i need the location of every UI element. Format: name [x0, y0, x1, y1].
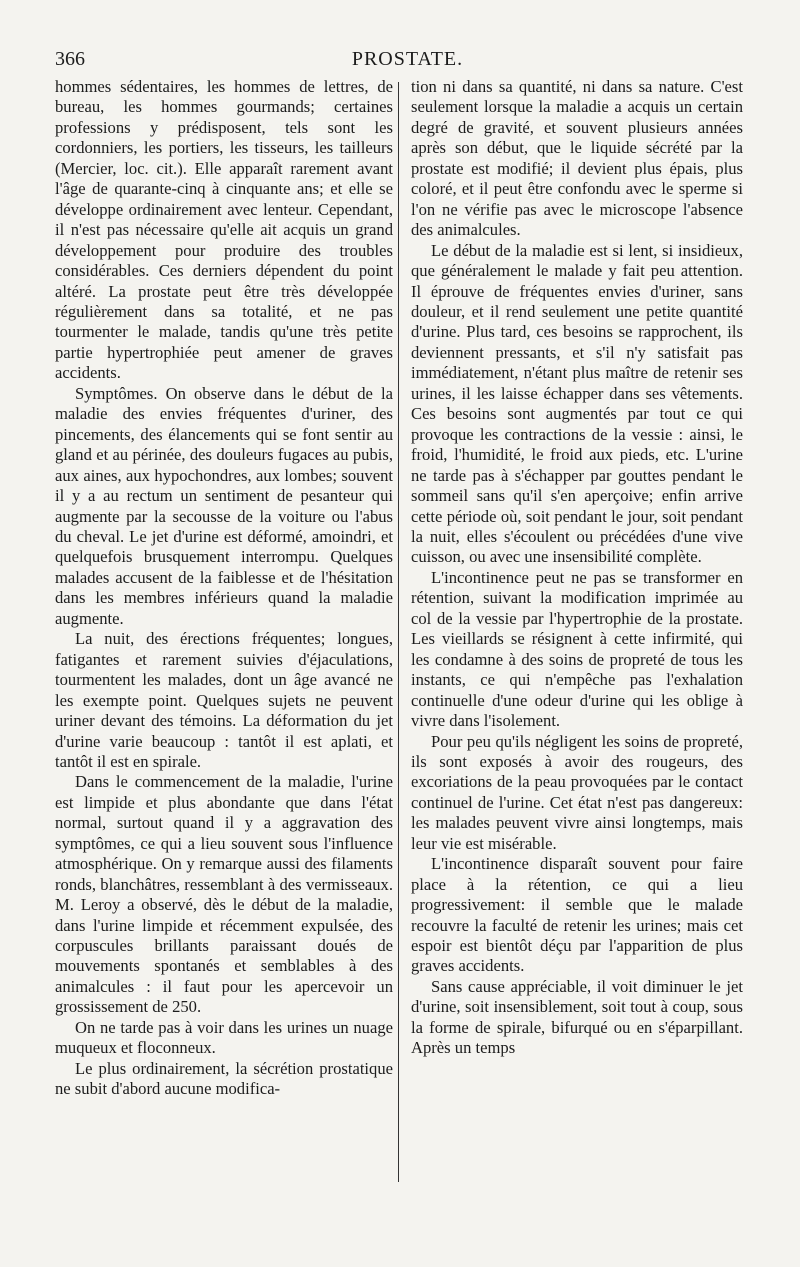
running-title: PROSTATE.	[351, 48, 464, 70]
paragraph: tion ni dans sa quantité, ni dans sa nature. C'est seulement lorsque la maladie a acquis un certain degré de gravité, et souvent plusieurs années après son début, que le liquide sécrété par la prostate est modifié; il devient plus épais, plus coloré, et il peut être confondu avec le sperme si l'on ne vérifie pas avec le microscope l'absence des animalcules.	[411, 77, 743, 240]
left-column	[55, 77, 393, 1100]
right-column	[411, 77, 743, 1059]
column-divider	[398, 82, 399, 1182]
page-number: 366	[55, 48, 85, 70]
page-header	[55, 48, 760, 76]
paragraph: La nuit, des érections fréquentes; longues, fatigantes et rarement suivies d'éjaculations, tourmentent les malades, dont un âge avancé ne les exempte point. Quelques sujets ne peuvent uriner devant des témoins. La déformation du jet d'urine varie beaucoup : tantôt il est aplati, et tantôt il est en spirale.	[55, 629, 393, 771]
paragraph: Dans le commencement de la maladie, l'urine est limpide et plus abondante que dans l'état normal, surtout quand il y a aggravation des symptômes, ce qui a lieu souvent sous l'influence atmosphérique. On y remarque aussi des filaments ronds, blanchâtres, ressemblant à des vermisseaux. M. Leroy a observé, dès le début de la maladie, dans l'urine limpide et récemment expulsée, des corpuscules brillants paraissant doués de mouvements spontanés et semblables à des animalcules : il faut pour les apercevoir un grossissement de 250.	[55, 772, 393, 1017]
paragraph: On ne tarde pas à voir dans les urines un nuage muqueux et floconneux.	[55, 1017, 393, 1058]
paragraph: hommes sédentaires, les hommes de lettres, de bureau, les hommes gourmands; certaines professions y prédisposent, tels sont les cordonniers, les portiers, les tisseurs, les tailleurs (Mercier, loc. cit.). Elle apparaît rarement avant l'âge de quarante-cinq à cinquante ans; et elle se développe ordinairement avec lenteur. Cependant, il n'est pas nécessaire qu'elle ait acquis un grand développement pour produire des troubles considérables. Ces derniers dépendent du point altéré. La prostate peut être très développée régulièrement dans sa totalité, et ne pas tourmenter le malade, tandis qu'une très petite partie hypertrophiée peut amener de graves accidents.	[55, 77, 393, 383]
paragraph: L'incontinence peut ne pas se transformer en rétention, suivant la modification imprimée au col de la vessie par l'hypertrophie de la prostate. Les vieillards se résignent à cette infirmité, qui les condamne à des soins de propreté de tous les instants, ce qui n'empêche pas l'exhalation continuelle d'une odeur d'urine qui les oblige à vivre dans l'isolement.	[411, 567, 743, 731]
paragraph: Le début de la maladie est si lent, si insidieux, que généralement le malade y fait peu attention. Il éprouve de fréquentes envies d'uriner, sans douleur, et il rend seulement une petite quantité d'urine. Plus tard, ces besoins se rapprochent, ils deviennent pressants, et s'il n'y satisfait pas immédiatement, n'étant plus maître de retenir ses urines, il les laisse échapper dans ses vêtements. Ces besoins sont augmentés par tout ce qui provoque les contractions de la vessie : ainsi, le froid, l'humidité, le froid aux pieds, etc. L'urine ne tarde pas à s'échapper par gouttes pendant le sommeil sans qu'il s'en aperçoive; enfin arrive cette période où, soit pendant le jour, soit pendant la nuit, elles s'écoulent ou précédées d'une vive cuisson, ou avec une insensibilité complète.	[411, 240, 743, 567]
paragraph: Sans cause appréciable, il voit diminuer le jet d'urine, soit insensiblement, soit tout à coup, sous la forme de spirale, bifurqué ou en s'éparpillant. Après un temps	[411, 976, 743, 1058]
paragraph: Le plus ordinairement, la sécrétion prostatique ne subit d'abord aucune modifica-	[55, 1058, 393, 1099]
paragraph: L'incontinence disparaît souvent pour faire place à la rétention, ce qui a lieu progressivement: il semble que le malade recouvre la faculté de retenir les urines; mais cet espoir est bientôt déçu par l'apparition de plus graves accidents.	[411, 854, 743, 976]
paragraph: Pour peu qu'ils négligent les soins de propreté, ils sont exposés à avoir des rougeurs, des excoriations de la peau provoquées par le contact continuel de l'urine. Cet état n'est pas dangereux: les malades peuvent vivre ainsi longtemps, mais leur vie est misérable.	[411, 731, 743, 853]
paragraph: Symptômes. On observe dans le début de la maladie des envies fréquentes d'uriner, des pincements, des élancements qui se font sentir au gland et au périnée, des douleurs fugaces au pubis, aux aines, aux hypochondres, aux lombes; souvent il y a au rectum un sentiment de pesanteur qui augmente par la secousse de la voiture ou l'abus du cheval. Le jet d'urine est déformé, amoindri, et quelquefois brusquement interrompu. Quelques malades accusent de la faiblesse et de l'hésitation dans les membres inférieurs quand la maladie augmente.	[55, 383, 393, 628]
